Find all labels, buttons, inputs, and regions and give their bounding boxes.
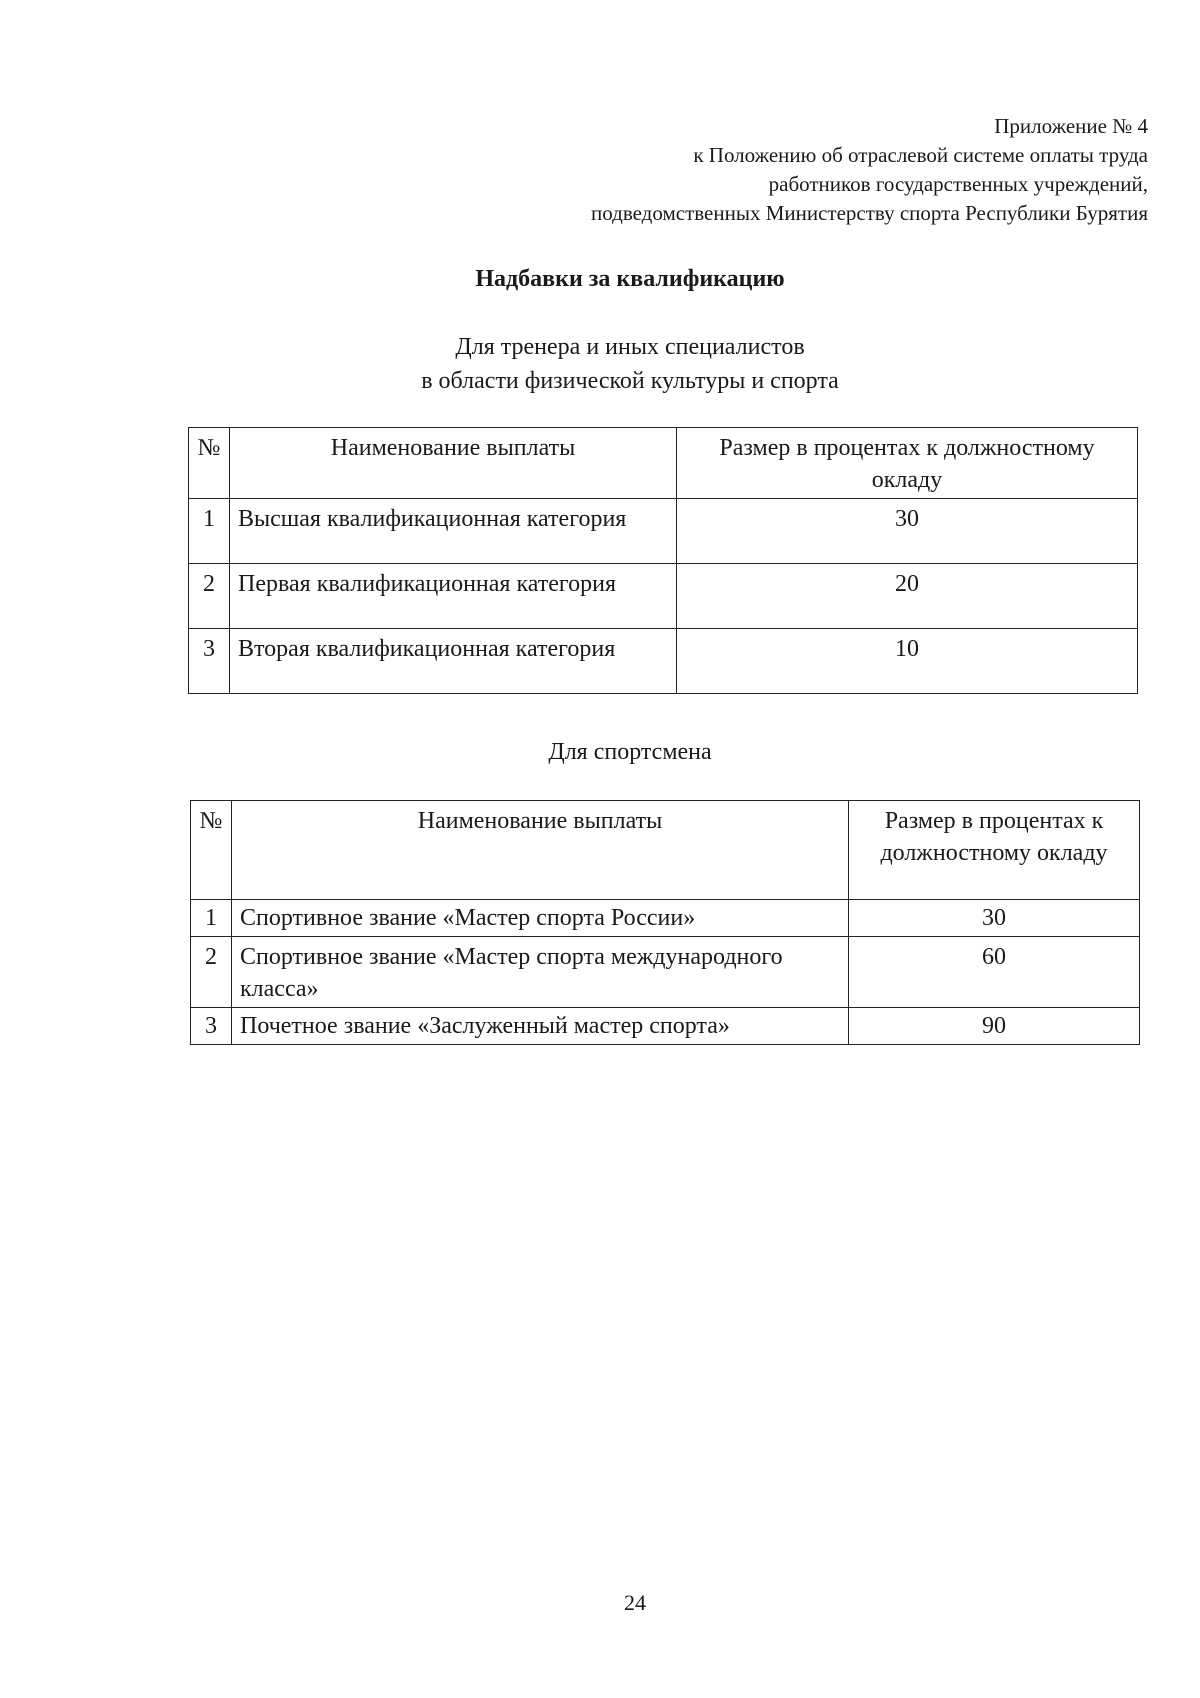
header-percent: Размер в процентах к должностному окладу <box>677 428 1138 499</box>
header-payment-name: Наименование выплаты <box>232 801 849 900</box>
document-title: Надбавки за квалификацию <box>475 266 785 292</box>
table-row <box>191 900 1140 937</box>
header-payment-name: Наименование выплаты <box>230 428 677 499</box>
row-number: 2 <box>189 564 230 629</box>
table-row <box>191 937 1140 1008</box>
row-payment-name: Почетное звание «Заслуженный мастер спорта» <box>232 1008 849 1045</box>
row-payment-name: Первая квалификационная категория <box>230 564 677 629</box>
row-number: 1 <box>191 900 232 937</box>
row-payment-name: Вторая квалификационная категория <box>230 629 677 694</box>
page-number: 24 <box>624 1590 646 1615</box>
row-percent: 90 <box>849 1008 1140 1045</box>
appendix-header <box>388 112 1148 228</box>
appendix-line: работников государственных учреждений, <box>768 172 1148 196</box>
table-header-row <box>191 801 1140 900</box>
section-heading-athletes: Для спортсмена <box>548 739 712 765</box>
table-row <box>189 629 1138 694</box>
table-row <box>189 499 1138 564</box>
section-heading-line: Для тренера и иных специалистов <box>455 334 805 360</box>
table-row <box>189 564 1138 629</box>
athletes-allowance-table <box>190 800 1140 1045</box>
row-number: 1 <box>189 499 230 564</box>
section-heading-coaches <box>0 330 1200 398</box>
row-percent: 30 <box>677 499 1138 564</box>
section-heading-line: в области физической культуры и спорта <box>421 368 839 394</box>
row-number: 2 <box>191 937 232 1008</box>
table-row <box>191 1008 1140 1045</box>
appendix-line: Приложение № 4 <box>994 114 1148 138</box>
header-percent: Размер в процентах к должностному окладу <box>849 801 1140 900</box>
row-percent: 30 <box>849 900 1140 937</box>
row-payment-name: Высшая квалификационная категория <box>230 499 677 564</box>
row-number: 3 <box>189 629 230 694</box>
row-percent: 60 <box>849 937 1140 1008</box>
header-number: № <box>191 801 232 900</box>
row-payment-name: Спортивное звание «Мастер спорта России» <box>232 900 849 937</box>
table-header-row <box>189 428 1138 499</box>
appendix-line: к Положению об отраслевой системе оплаты труда <box>693 143 1148 167</box>
row-number: 3 <box>191 1008 232 1045</box>
header-number: № <box>189 428 230 499</box>
appendix-line: подведомственных Министерству спорта Республики Бурятия <box>591 201 1148 225</box>
row-percent: 10 <box>677 629 1138 694</box>
row-payment-name: Спортивное звание «Мастер спорта международного класса» <box>232 937 849 1008</box>
coaches-allowance-table <box>188 427 1138 694</box>
row-percent: 20 <box>677 564 1138 629</box>
